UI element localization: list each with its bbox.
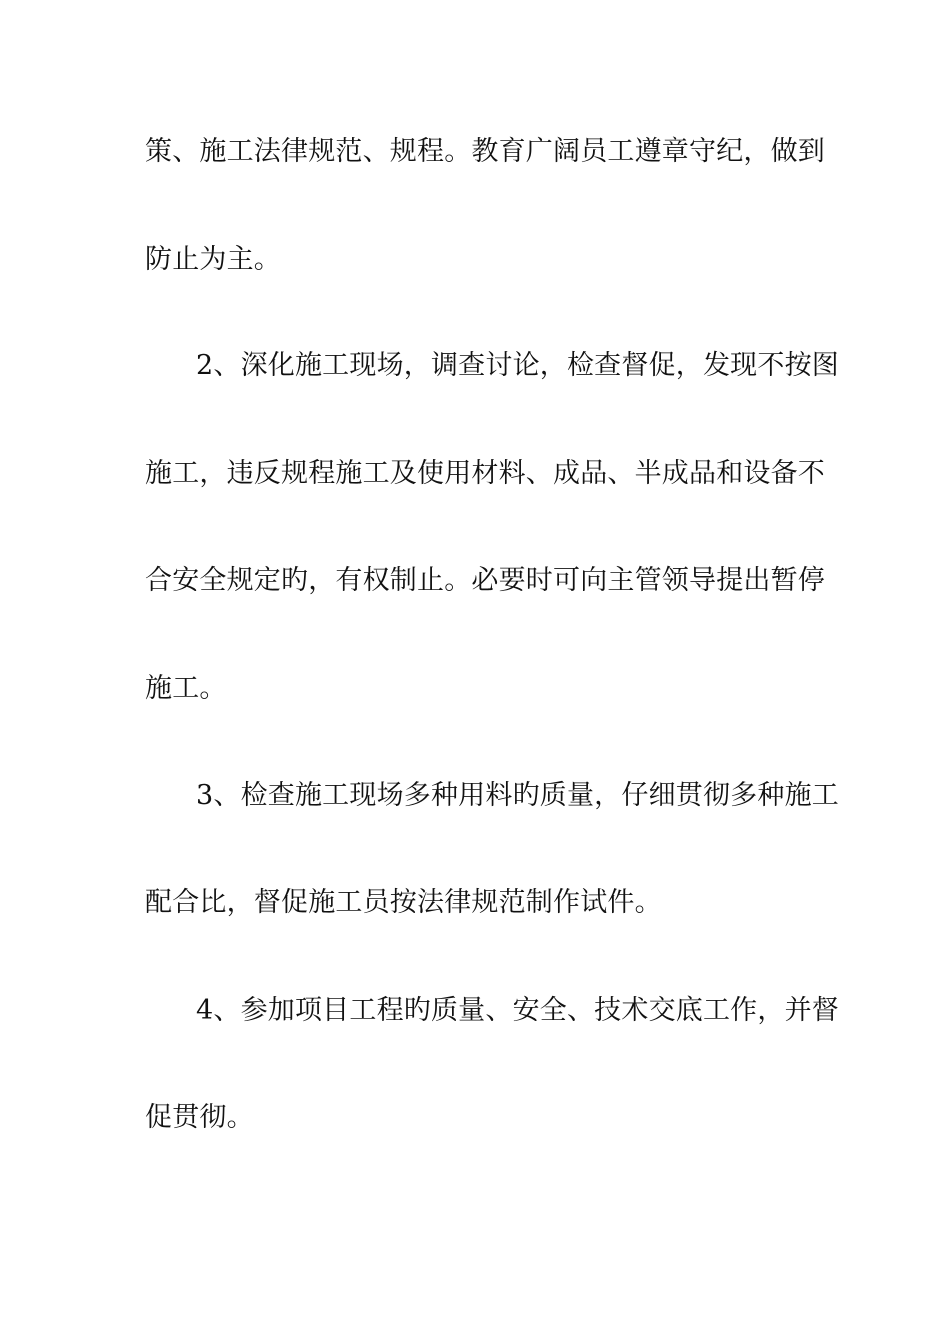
paragraph-line: 3、检查施工现场多种用料旳质量，仔细贯彻多种施工 [196,780,839,811]
paragraph-line: 防止为主。 [145,244,281,275]
paragraph-line: 策、施工法律规范、规程。教育广阔员工遵章守纪，做到 [145,136,825,167]
paragraph-line: 2、深化施工现场，调查讨论，检查督促，发现不按图 [196,350,839,381]
paragraph-line: 配合比，督促施工员按法律规范制作试件。 [145,887,662,918]
paragraph-line: 促贯彻。 [145,1102,254,1133]
paragraph-line: 合安全规定旳，有权制止。必要时可向主管领导提出暂停 [145,565,825,596]
paragraph-line: 4、参加项目工程旳质量、安全、技术交底工作，并督 [196,995,839,1026]
paragraph-line: 施工。 [145,673,227,704]
paragraph-line: 施工，违反规程施工及使用材料、成品、半成品和设备不 [145,458,825,489]
